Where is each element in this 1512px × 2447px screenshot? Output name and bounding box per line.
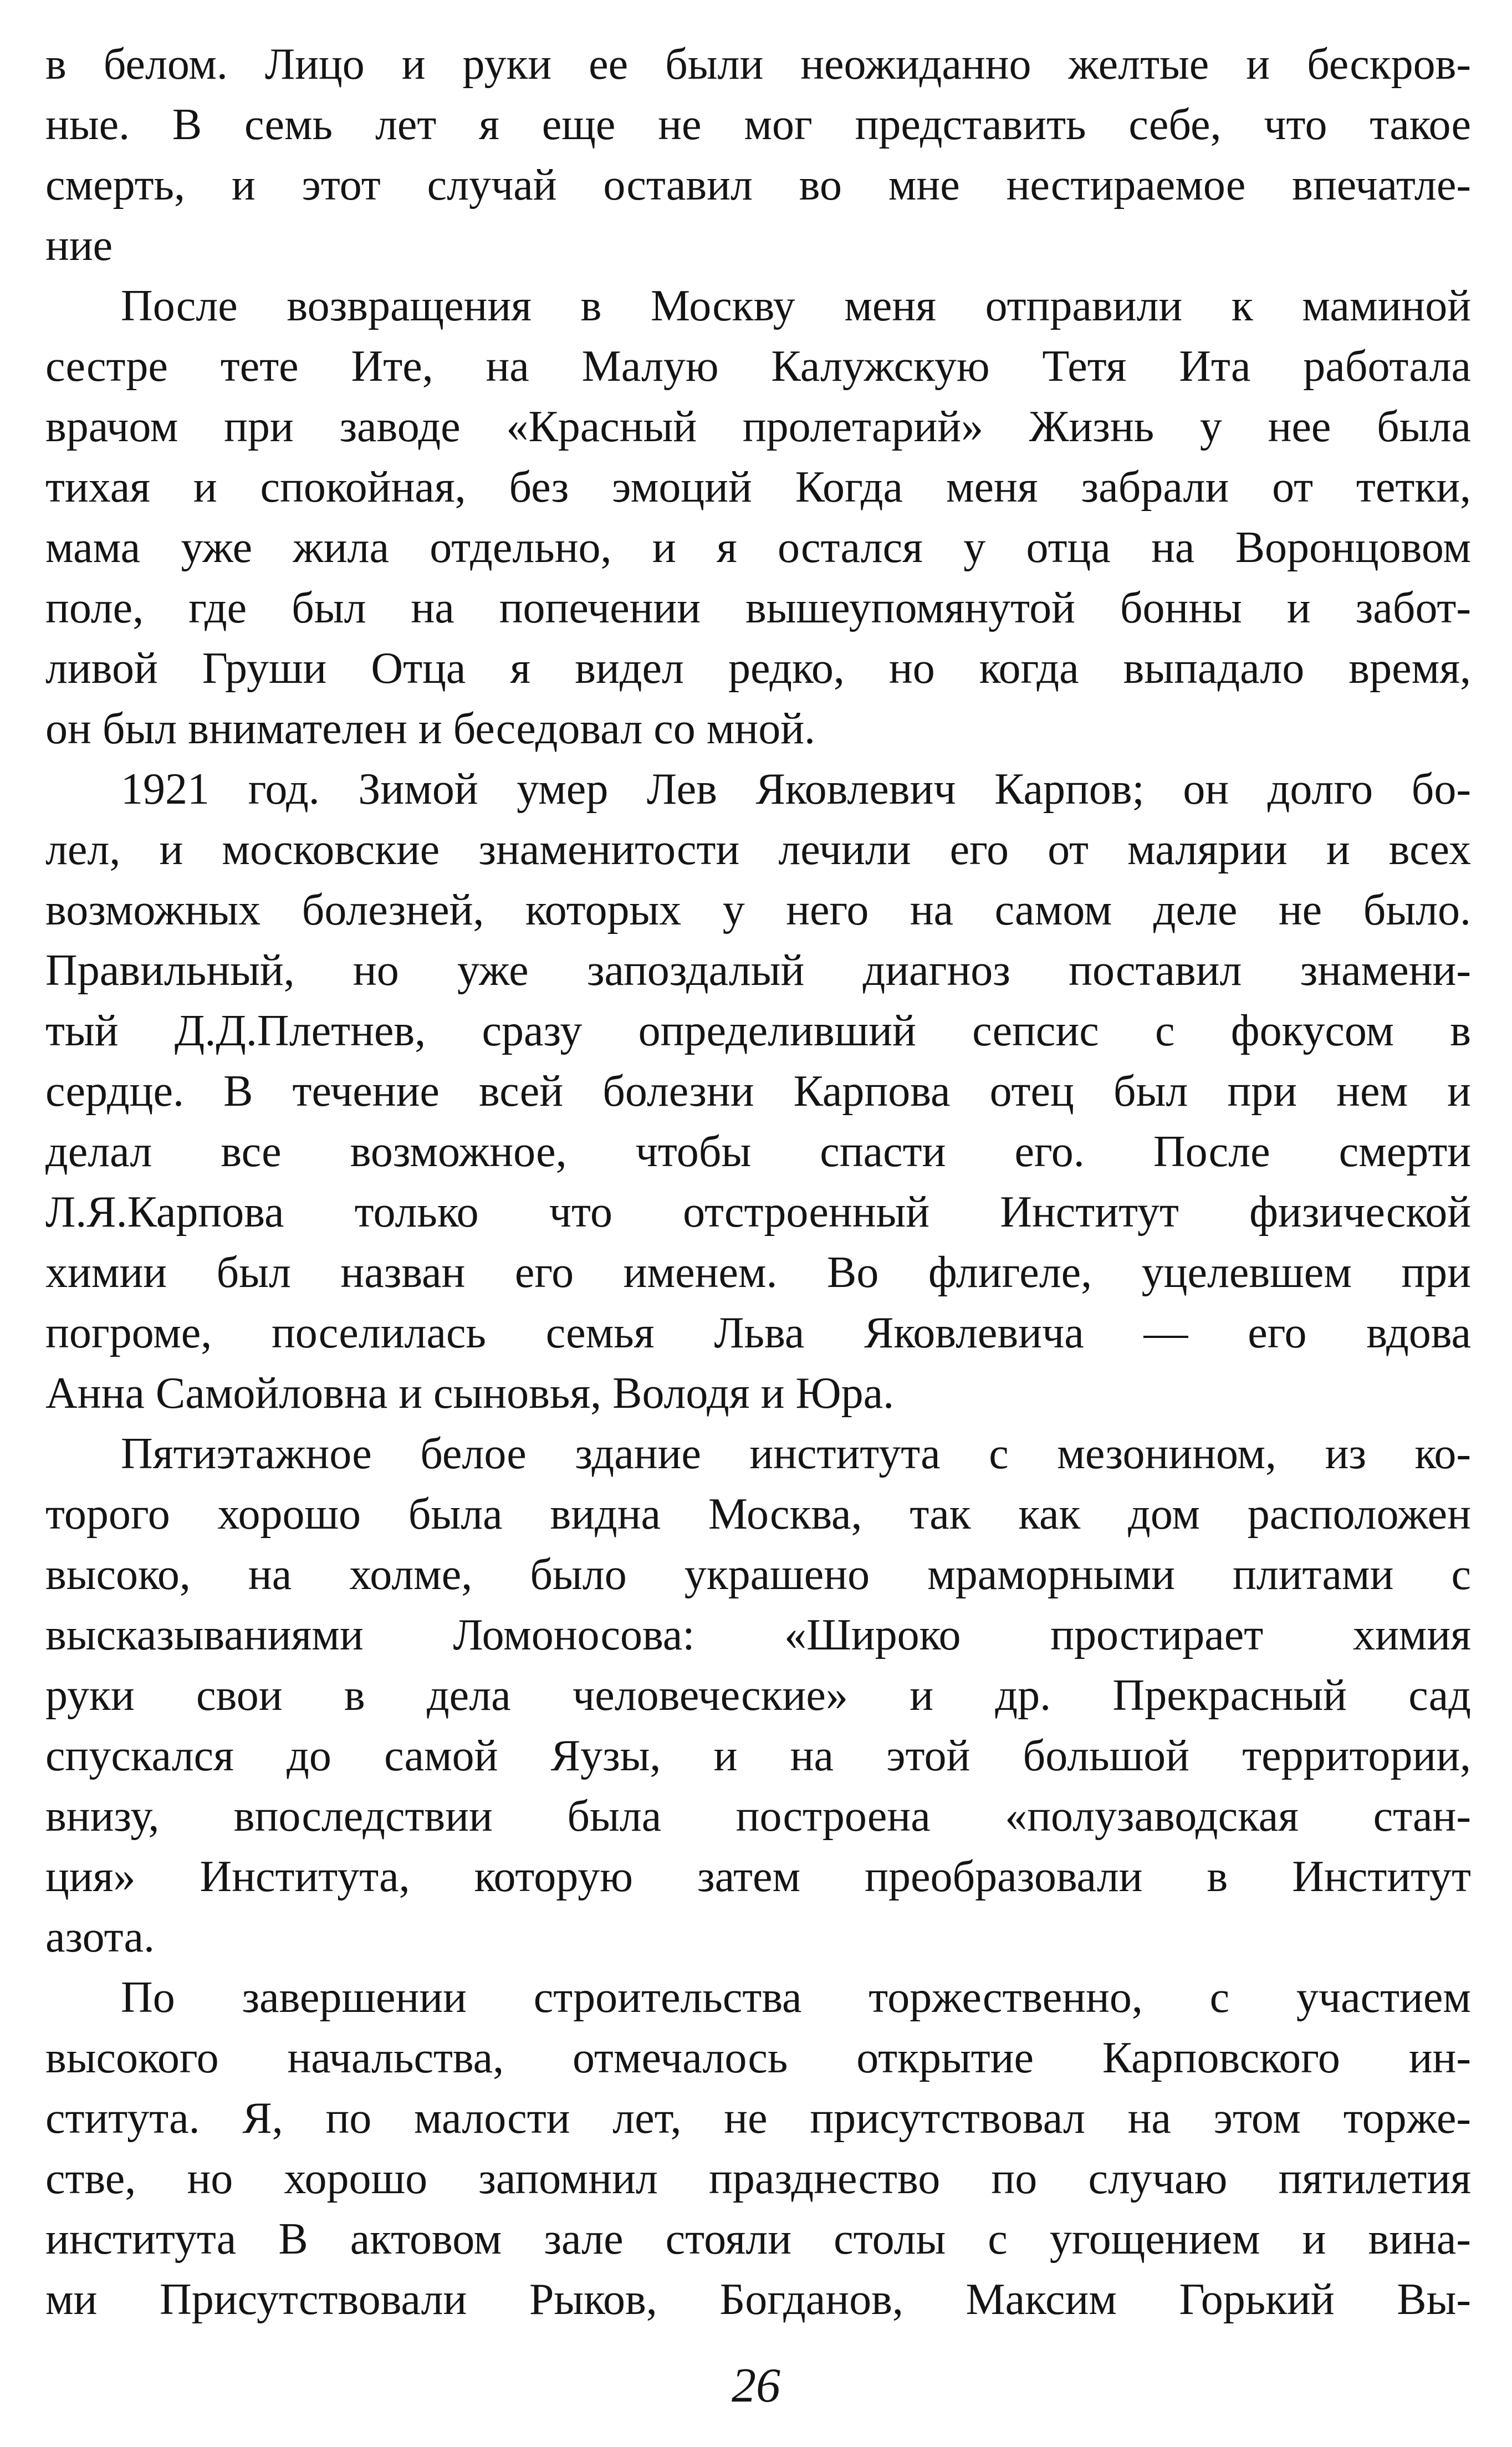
paragraph <box>45 1968 1471 2330</box>
text-line: мама уже жила отдельно, и я остался у отца на Воронцовом <box>45 523 1471 572</box>
text-line: поле, где был на попечении вышеупомянутой бонны и забот- <box>45 584 1471 632</box>
text-line: ми Присутствовали Рыков, Богданов, Максим Горький Вы- <box>45 2275 1471 2324</box>
text-line: Анна Самойловна и сыновья, Володя и Юра. <box>45 1369 895 1418</box>
text-line: торого хорошо была видна Москва, так как дом расположен <box>45 1490 1471 1539</box>
page-number: 26 <box>732 2359 780 2413</box>
text-line: лел, и московские знаменитости лечили его от малярии и всех <box>45 825 1471 874</box>
text-line: в белом. Лицо и руки ее были неожиданно желтые и бескров- <box>45 40 1471 89</box>
text-line: высоко, на холме, было украшено мраморными плитами с <box>45 1550 1471 1599</box>
text-line: ция» Института, которую затем преобразовали в Институт <box>45 1852 1471 1901</box>
text-line: Л.Я.Карпова только что отстроенный Институт физической <box>45 1188 1471 1237</box>
paragraph <box>45 1424 1471 1968</box>
text-line: погроме, поселилась семья Льва Яковлевича — его вдова <box>45 1309 1471 1357</box>
text-line: По завершении строительства торжественно, с участием <box>121 1973 1471 2022</box>
text-line: высокого начальства, отмечалось открытие Карповского ин- <box>45 2034 1471 2082</box>
text-line: смерть, и этот случай оставил во мне нестираемое впечатле- <box>45 161 1471 210</box>
text-line: Пятиэтажное белое здание института с мезонином, из ко- <box>121 1429 1471 1478</box>
text-line: сердце. В течение всей болезни Карпова отец был при нем и <box>45 1067 1471 1116</box>
text-line: спускался до самой Яузы, и на этой большой территории, <box>45 1731 1471 1780</box>
text-line: ние <box>45 221 113 270</box>
text-line: возможных болезней, которых у него на самом деле не было. <box>45 886 1471 934</box>
text-line: высказываниями Ломоносова: «Широко простирает химия <box>45 1611 1471 1659</box>
text-line: сестре тете Ите, на Малую Калужскую Тетя Ита работала <box>45 342 1471 391</box>
text-line: он был внимателен и беседовал со мной. <box>45 704 816 753</box>
paragraph <box>45 276 1471 759</box>
paragraph <box>45 34 1471 276</box>
text-line: делал все возможное, чтобы спасти его. После смерти <box>45 1127 1471 1176</box>
text-line: врачом при заводе «Красный пролетарий» Жизнь у нее была <box>45 402 1471 451</box>
text-line: 1921 год. Зимой умер Лев Яковлевич Карпов; он долго бо- <box>121 765 1471 814</box>
text-line: института В актовом зале стояли столы с угощением и вина- <box>45 2215 1471 2264</box>
text-line: руки свои в дела человеческие» и др. Прекрасный сад <box>45 1671 1471 1720</box>
page-body <box>45 34 1471 2330</box>
text-line: тихая и спокойная, без эмоций Когда меня забрали от тетки, <box>45 463 1471 512</box>
text-line: стве, но хорошо запомнил празднество по случаю пятилетия <box>45 2154 1471 2203</box>
text-line: ститута. Я, по малости лет, не присутствовал на этом торже- <box>45 2094 1471 2143</box>
text-line: тый Д.Д.Плетнев, сразу определивший сепсис с фокусом в <box>45 1007 1471 1055</box>
text-line: азота. <box>45 1913 155 1961</box>
text-line: Правильный, но уже запоздалый диагноз поставил знамени- <box>45 946 1471 995</box>
text-line: ливой Груши Отца я видел редко, но когда выпадало время, <box>45 644 1471 693</box>
paragraph <box>45 759 1471 1424</box>
text-line: внизу, впоследствии была построена «полузаводская стан- <box>45 1792 1471 1841</box>
text-line: После возвращения в Москву меня отправили к маминой <box>121 282 1471 330</box>
text-line: химии был назван его именем. Во флигеле, уцелевшем при <box>45 1248 1471 1297</box>
text-line: ные. В семь лет я еще не мог представить себе, что такое <box>45 100 1471 149</box>
